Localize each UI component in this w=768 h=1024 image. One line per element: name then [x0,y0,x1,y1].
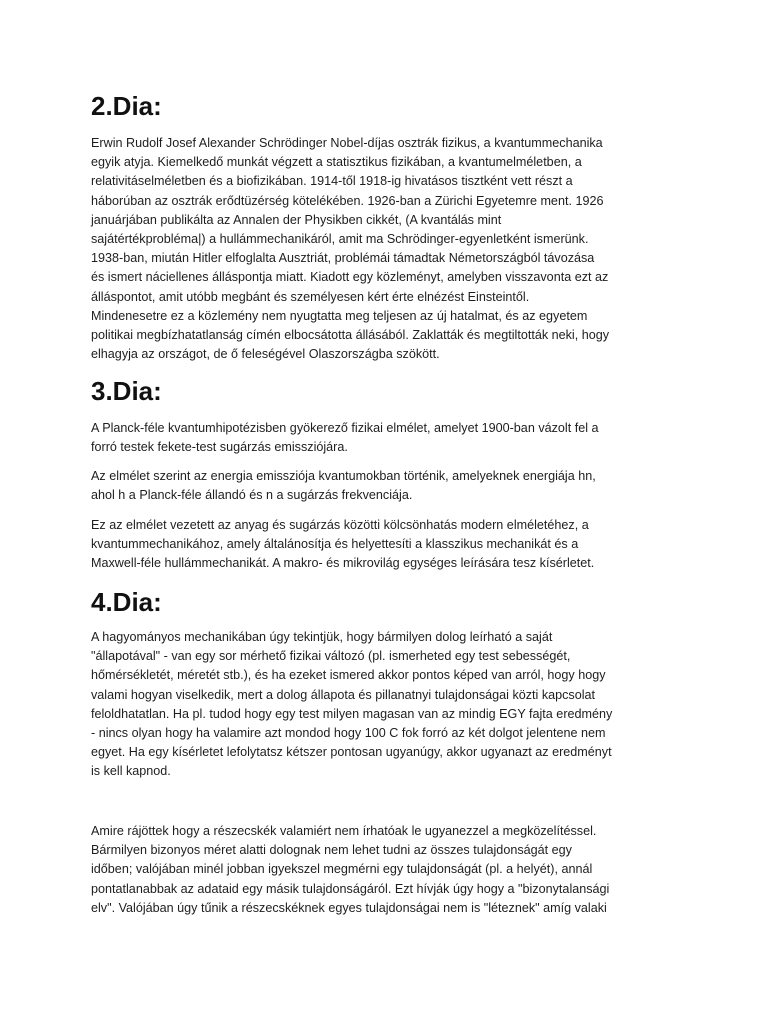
text-line: valami hogyan viselkedik, mert a dolog állapota és pillanatnyi tulajdonságai közti kapcsolat [91,687,596,702]
text-line: elv". Valójában úgy tűnik a részecskéknek egyes tulajdonságai nem is "léteznek" amíg valaki [91,900,607,915]
text-line: Mindenesetre ez a közlemény nem nyugtatta meg teljesen az új hatalmat, és az egyetem [91,308,588,323]
section-heading-2-dia: 2.Dia: [91,91,162,121]
paragraph-uncertainty-principle [91,822,609,918]
paragraph-classical-mechanics [91,628,612,782]
section-heading-3-dia: 3.Dia: [91,376,162,406]
text-line: egyet. Ha egy kísérletet lefolytatsz kétszer pontosan ugyanúgy, akkor ugyanazt az eredményt [91,745,612,760]
text-line: és ismert náciellenes álláspontja miatt. Kiadott egy közleményt, amelyben visszavonta ezt az [91,270,609,285]
text-line: - nincs olyan hogy ha valamire azt mondod hogy 100 C fok forró az két dolgot jelentene nem [91,726,606,741]
text-line: háborúban az osztrák erődtüzérség kötelékében. 1926-ban a Zürichi Egyetemre ment. 1926 [91,193,604,208]
paragraph-energy-emission [91,467,596,505]
text-line: egyik atyja. Kiemelkedő munkát végzett a statisztikus fizikában, a kvantumelméletben, a [91,155,582,170]
text-line: hőmérsékletét, méretét stb.), és ha ezeket ismered akkor pontos képed van arról, hogy hogy [91,668,606,683]
text-line: A hagyományos mechanikában úgy tekintjük, hogy bármilyen dolog leírható a saját [91,630,553,644]
text-line: "állapotával" - van egy sor mérhető fizikai változó (pl. ismerheted egy test sebességét, [91,649,571,664]
text-line: relativitáselméletben és a biofizikában. 1914-től 1918-ig hivatásos tisztként vett részt a [91,174,573,189]
text-line: Maxwell-féle hullámmechanikát. A makro- és mikrovilág egységes leírására tesz kísérletet. [91,556,595,571]
text-line: politikai megbízhatatlanság címén elbocsátotta állásából. Zaklatták és megtiltották neki, hogy [91,328,610,343]
text-line: pontatlanabbak az adataid egy másik tulajdonságáról. Ezt hívják úgy hogy a "bizonytalansági [91,881,610,896]
paragraph-schrodinger-bio [91,134,609,364]
text-line: is kell kapnod. [91,764,171,779]
paragraph-quantum-mechanics [91,516,594,574]
text-line: ahol h a Planck-féle állandó és n a sugárzás frekvenciája. [91,488,413,503]
text-line: elhagyja az országot, de ő feleségével Olaszországba szökött. [91,347,440,362]
text-line: Az elmélet szerint az energia emissziója kvantumokban történik, amelyeknek energiája hn, [91,469,596,483]
text-line: januárjában publikálta az Annalen der Physikben cikkét, (A kvantálás mint [91,212,502,227]
text-line: Erwin Rudolf Josef Alexander Schrödinger Nobel-díjas osztrák fizikus, a kvantummechanika [91,136,603,150]
text-line: álláspontot, amit utóbb megbánt és személyesen kért érte elnézést Einsteintől. [91,289,530,304]
text-line: Bármilyen bizonyos méret alatti dolognak nem lehet tudni az összes tulajdonságát egy [91,843,572,858]
text-line: A Planck-féle kvantumhipotézisben gyökerező fizikai elmélet, amelyet 1900-ban vázolt fel a [91,421,599,435]
paragraph-planck-theory [91,419,599,457]
text-line: kvantummechanikához, amely általánosítja és helyettesíti a klasszikus mechanikát és a [91,537,579,552]
text-line: 1938-ban, miután Hitler elfoglalta Ausztriát, problémái támadtak Németországból távozása [91,251,595,266]
text-line: feloldhatatlan. Ha pl. tudod hogy egy test milyen magasan van az mindig EGY fajta eredmény [91,706,613,721]
text-line: forró testek fekete-test sugárzás emissziójára. [91,440,348,455]
section-heading-4-dia: 4.Dia: [91,587,162,617]
text-line: sajátértékprobléma|) a hullámmechanikáról, amit ma Schrödinger-egyenletként ismerünk. [91,232,589,247]
text-line: Amire rájöttek hogy a részecskék valamiért nem írhatóak le ugyanezzel a megközelítéssel. [91,824,597,838]
text-line: időben; valójában minél jobban igyekszel megmérni egy tulajdonságát (pl. a helyét), annál [91,862,593,877]
text-line: Ez az elmélet vezetett az anyag és sugárzás közötti kölcsönhatás modern elméletéhez, a [91,518,589,532]
